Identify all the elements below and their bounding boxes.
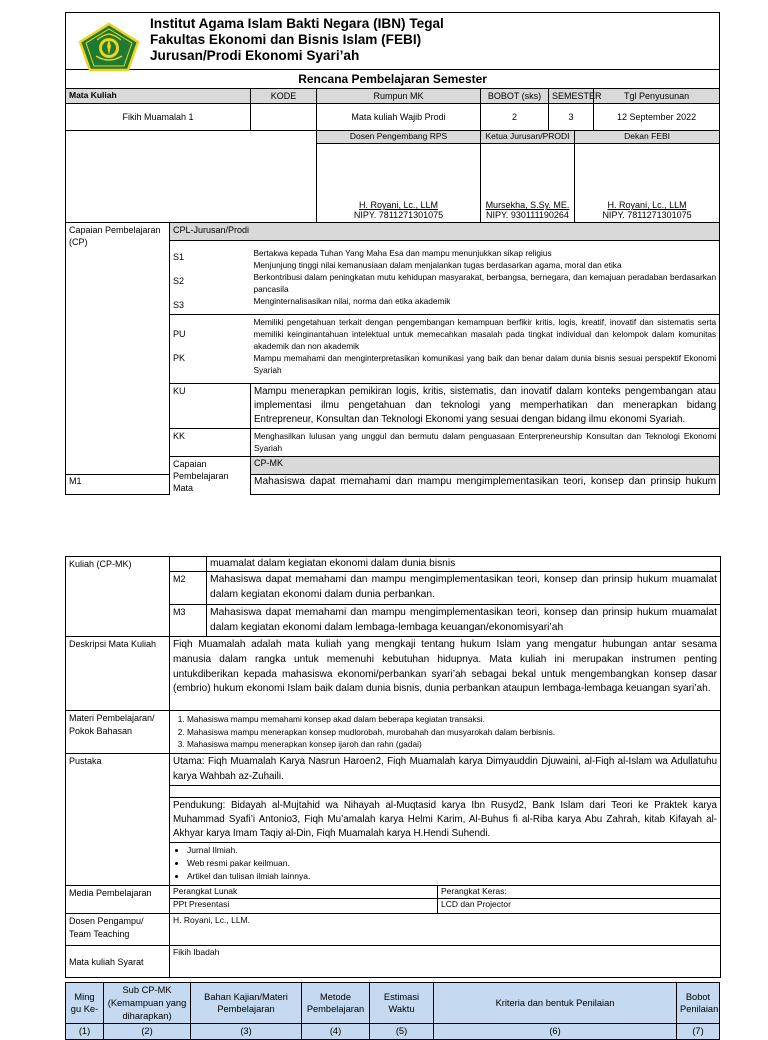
pustaka-label: Pustaka [66, 754, 170, 886]
col-metode: Metode Pembelajaran [302, 983, 370, 1024]
m3-code: M3 [170, 604, 207, 637]
label-dosen-pengembang: Dosen Pengembang RPS [317, 131, 481, 143]
header-kode: KODE [251, 89, 317, 104]
s3-code: S3 [173, 299, 185, 310]
cpmk-header: CP-MK [251, 456, 720, 474]
syarat-label: Mata kuliah Syarat [66, 946, 170, 978]
media-label: Media Pembelajaran [66, 886, 170, 914]
col-num-5: (5) [370, 1024, 434, 1040]
label-ketua-jurusan: Ketua Jurusan/PRODI [481, 131, 575, 143]
materi-item-1: 1. Mahasiswa mampu memahami konsep akad dalam beberapa kegiatan transaksi. [187, 713, 717, 725]
course-values-row [66, 104, 720, 131]
schedule-number-row [66, 1024, 720, 1040]
course-header-row [66, 89, 720, 104]
s-codes [170, 240, 251, 314]
m1-code-cont [170, 557, 207, 572]
course-bobot: 2 [481, 104, 549, 131]
pustaka-bullet-3: • Artikel dan tulisan ilmiah lainnya. [187, 870, 717, 883]
pustaka-utama: Utama: Fiqh Muamalah Karya Nasrun Haroen2, Fiqh Muamalah karya Dimyauddin Djuwaini, al-Fiqh al-Islam wa Adullatuhu karya Wahbah az-Zuhaili. [170, 754, 721, 785]
header-tgl: Tgl Penyusunan [594, 89, 720, 104]
s-line-1: Bertakwa kepada Tuhan Yang Maha Esa dan mampu menunjukkan sikap religius [253, 247, 552, 258]
col-bahan: Bahan Kajian/Materi Pembelajaran [191, 983, 302, 1024]
syarat-value: Fikih Ibadah [170, 946, 721, 978]
col-num-3: (3) [191, 1024, 302, 1040]
ketua-name: Mursekha, S.Sy. ME. [485, 200, 570, 211]
s-line-3: Berkontribusi dalam peningkatan mutu kehidupan masyarakat, berbangsa, bernegara, dan kemajuan peradaban berdasarkan pancasila [253, 271, 717, 294]
col-num-2: (2) [104, 1024, 191, 1040]
institution-logo [76, 22, 142, 75]
col-num-6: (6) [434, 1024, 677, 1040]
cp-label: Capaian Pembelajaran (CP) [66, 222, 170, 474]
page-2 [0, 556, 768, 1040]
schedule-header-table [65, 982, 720, 1039]
deskripsi-text: Fiqh Muamalah adalah mata kuliah yang mengkaji tentang hukum Islam yang mengatur hubungan antar sesama manusia dalam rangka untuk memenuhi kebutuhan hidupnya. Mata kuliah ini merupakan instrumen penting untukdiberikan kepada mahasiswa ekonomi/perbankan syari’ah sebagai bekal untuk mengembangkan konsep dasar (embrio) hukum ekonomi Islam baik dalam dunia bisnis, dunia perbankan ataupun lembaga-lembaga keuangan syari’ah. [170, 637, 721, 711]
institution-name: Institut Agama Islam Bakti Negara (IBN) Tegal [150, 16, 444, 31]
m2-text: Mahasiswa dapat memahami dan mampu mengimplementasikan teori, konsep dan prinsip hukum muamalat dalam kegiatan ekonomi dalam dunia perbankan. [207, 571, 721, 604]
dosen-pengampu-label: Dosen Pengampu/ Team Teaching [66, 914, 170, 946]
ketua-nipy: NIPY. 930111190264 [486, 210, 569, 221]
s1-code: S1 [173, 251, 185, 262]
header-mata-kuliah: Mata Kuliah [66, 89, 251, 104]
col-num-7: (7) [677, 1024, 720, 1040]
col-minggu: Ming gu Ke- [66, 983, 104, 1024]
cpmk-label-bottom: Kuliah (CP-MK) [66, 557, 170, 637]
course-semester: 3 [549, 104, 594, 131]
m1-text-top: Mahasiswa dapat memahami dan mampu mengimplementasikan teori, konsep dan prinsip hukum [251, 474, 720, 495]
course-name: Fikih Muamalah 1 [66, 104, 251, 131]
signature-blank [66, 131, 317, 222]
header-semester: SEMESTER [549, 89, 594, 104]
m3-text: Mahasiswa dapat memahami dan mampu mengimplementasikan teori, konsep dan prinsip hukum muamalat dalam kegiatan ekonomi dalam lembaga-lembaga keuangan/ekonomisyari’ah [207, 604, 721, 637]
media-keras-value: LCD dan Projector [438, 899, 721, 914]
materi-item-2: 2. Mahasiswa mampu menerapkan konsep mudlorobah, murobahah dan musyarokah dalam berbisnis. [187, 726, 717, 738]
col-bobot: Bobot Penilaian [677, 983, 720, 1024]
col-num-4: (4) [302, 1024, 370, 1040]
col-estimasi: Estimasi Waktu [370, 983, 434, 1024]
col-kriteria: Kriteria dan bentuk Penilaian [434, 983, 677, 1024]
schedule-header-row [66, 983, 720, 1024]
media-lunak-value: PPt Presentasi [170, 899, 438, 914]
pu-code: PU [173, 328, 186, 339]
signature-dekan [575, 143, 720, 222]
page-1 [0, 12, 768, 495]
ku-code: KU [170, 383, 251, 428]
s2-code: S2 [173, 275, 185, 286]
pustaka-bullets [170, 843, 721, 886]
media-keras-label: Perangkat Keras: [438, 886, 721, 899]
col-num-1: (1) [66, 1024, 104, 1040]
pustaka-blank [170, 785, 721, 797]
s-line-2: Menjunjung tinggi nilai kemanusiaan dalam menjalankan tugas berdasarkan agama, moral dan etika [253, 259, 622, 270]
s-line-4: Menginternalisasikan nilai, norma dan etika akademik [253, 295, 451, 306]
course-rumpun: Mata kuliah Wajib Prodi [317, 104, 481, 131]
dosen-name: H. Royani, Lc., LLM [358, 200, 439, 211]
pu-pk-codes [170, 314, 251, 383]
m2-code: M2 [170, 571, 207, 604]
col-subcpmk: Sub CP-MK (Kemampuan yang diharapkan) [104, 983, 191, 1024]
rps-table-page2 [65, 556, 721, 978]
signature-dosen [317, 143, 481, 222]
cpmk-label-top: Capaian Pembelajaran Mata [170, 456, 251, 495]
materi-item-3: 3. Mahasiswa mampu menerapkan konsep ijaroh dan rahn (gadai) [187, 738, 717, 750]
faculty-name: Fakultas Ekonomi dan Bisnis Islam (FEBI) [150, 32, 422, 47]
media-lunak-label: Perangkat Lunak [170, 886, 438, 899]
course-date: 12 September 2022 [594, 104, 720, 131]
header-bobot: BOBOT (sks) [481, 89, 549, 104]
s-texts [251, 240, 720, 314]
m1-code: M1 [66, 474, 170, 495]
pustaka-bullet-2: • Web resmi pakar keilmuan. [187, 857, 717, 870]
rps-table-page1 [65, 12, 720, 495]
pustaka-pendukung: Pendukung: Bidayah al-Mujtahid wa Nihayah al-Muqtasid karya Ibn Rusyd2, Bank Islam dari Teori ke Praktek karya Muhammad Syafi’i Antonio3, Fiqh Mu’amalah karya Helmi Karim, Al-Buhus fi al-Riba karya Abu Zahrah, kitab Kifayah al-Akhyar karya Imam Taqiy al-Din, Fiqh Muamalah karya H.Hendi Suhendi. [170, 797, 721, 843]
dosen-nipy: NIPY. 7811271301075 [353, 210, 444, 221]
cpl-header: CPL-Jurusan/Prodi [170, 222, 720, 240]
label-dekan: Dekan FEBI [575, 131, 720, 143]
pk-text: Mampu memahami dan menginterpretasikan komunikasi yang baik dan benar dalam dunia bisnis sesuai perspektif Ekonomi Syariah [253, 352, 717, 375]
materi-list [170, 711, 721, 754]
m1-text-bottom: muamalat dalam kegiatan ekonomi dalam dunia bisnis [207, 557, 721, 572]
kk-text: Menghasilkan lulusan yang unggul dan bermutu dalam penguasaan Enterpreneurship Konsultan dan Teknologi Ekonomi Syariah [251, 428, 720, 456]
course-code [251, 104, 317, 131]
dekan-nipy: NIPY. 7811271301075 [602, 210, 692, 221]
pu-pk-texts [251, 314, 720, 383]
pu-text: Memiliki pengetahuan terkait dengan pengembangan kemampuan berfikir kritis, logis, kreatif, inovatif dan sistematis serta memiliki keinginantahuan intelektual untuk memecahkan masalah pada tingkat individual dan kelompok dalam komunitas akademik dan non akademik [253, 316, 717, 351]
deskripsi-label: Deskripsi Mata Kuliah [66, 637, 170, 711]
department-name: Jurusan/Prodi Ekonomi Syari’ah [150, 48, 360, 63]
dosen-pengampu-value: H. Royani, Lc., LLM. [170, 914, 721, 946]
kk-code: KK [170, 428, 251, 456]
signature-ketua [481, 143, 575, 222]
pk-code: PK [173, 352, 186, 363]
header-rumpun: Rumpun MK [317, 89, 481, 104]
dekan-name: H. Royani, Lc., LLM [607, 200, 687, 211]
pustaka-bullet-1: • Jurnal Ilmiah. [187, 844, 717, 857]
rps-title: Rencana Pembelajaran Semester [66, 70, 720, 89]
letterhead [66, 13, 720, 70]
materi-label: Materi Pembelajaran/ Pokok Bahasan [66, 711, 170, 754]
ku-text: Mampu menerapkan pemikiran logis, kritis, sistematis, dan inovatif dalam konteks pengembangan atau implementasi ilmu pengetahuan dan teknologi yang memperhatikan dan menerapkan bidang Entrepreneur, Konsultan dan Teknologi Ekonomi yang sesuai dengan bidang ilmu ekonomi Syariah. [251, 383, 720, 428]
